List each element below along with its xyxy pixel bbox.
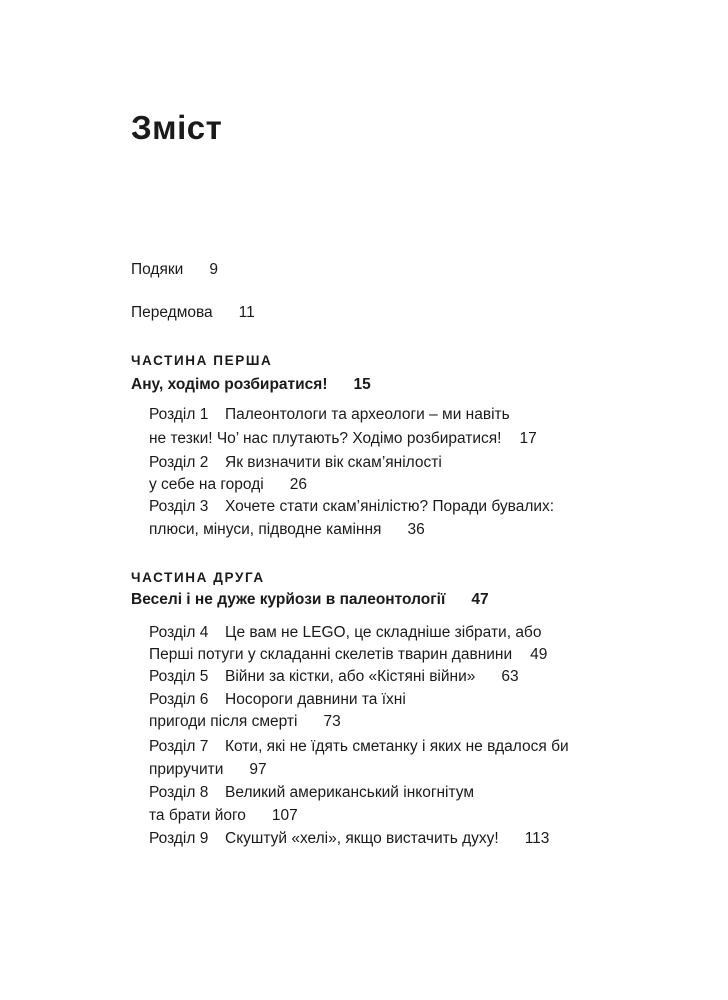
chapter-entry-continuation — [149, 519, 425, 541]
chapter-entry-continuation — [149, 644, 547, 666]
chapter-entry — [149, 736, 569, 758]
page-title: Зміст — [131, 109, 223, 146]
chapter-title-line: Як визначити вік скам’янілості — [225, 454, 442, 471]
chapter-entry — [149, 828, 549, 850]
chapter-page: 17 — [519, 430, 537, 447]
chapter-page: 63 — [501, 668, 519, 685]
chapter-entry-continuation — [149, 711, 341, 733]
chapter-label: Розділ 9 — [149, 830, 209, 847]
chapter-title-line: Великий американський інкогнітум — [225, 784, 474, 801]
chapter-entry-continuation — [149, 428, 537, 450]
chapter-title-line: Коти, які не їдять сметанку і яких не вдалося би — [225, 738, 569, 755]
chapter-label: Розділ 7 — [149, 738, 209, 755]
chapter-entry-continuation — [149, 759, 267, 781]
toc-entry-acknowledgements — [131, 259, 218, 281]
chapter-label: Розділ 2 — [149, 454, 209, 471]
chapter-title-line: у себе на городі — [149, 476, 264, 493]
chapter-title-line: Носороги давнини та їхні — [225, 691, 406, 708]
chapter-title-line: та брати його — [149, 807, 246, 824]
chapter-title-line: Палеонтологи та археологи – ми навіть — [225, 406, 510, 423]
chapter-label: Розділ 6 — [149, 691, 209, 708]
chapter-entry-continuation — [149, 474, 307, 496]
part-title-text: Ану, ходімо розбиратися! — [131, 376, 328, 393]
chapter-title-line: Хочете стати скам’янілістю? Поради бувалих: — [225, 498, 555, 515]
chapter-title-line: Скуштуй «хелі», якщо вистачить духу! — [225, 830, 499, 847]
toc-entry-page: 11 — [238, 304, 255, 321]
part-title-page: 15 — [353, 376, 371, 393]
chapter-title-line: Війни за кістки, або «Кістяні війни» — [225, 668, 476, 685]
chapter-page: 26 — [289, 476, 307, 493]
chapter-entry — [149, 496, 554, 518]
chapter-label: Розділ 5 — [149, 668, 209, 685]
part-label: ЧАСТИНА ДРУГА — [131, 570, 265, 585]
part-label: ЧАСТИНА ПЕРША — [131, 353, 273, 368]
part-title-page: 47 — [471, 591, 489, 608]
toc-entry-label: Передмова — [131, 304, 213, 321]
chapter-entry — [149, 689, 406, 711]
chapter-entry — [149, 666, 519, 688]
part-title-text: Веселі і не дуже курйози в палеонтології — [131, 591, 446, 608]
chapter-entry-continuation — [149, 805, 298, 827]
chapter-title-line: пригоди після смерті — [149, 713, 298, 730]
chapter-page: 73 — [323, 713, 341, 730]
chapter-title-line: Це вам не LEGO, це складніше зібрати, або — [225, 624, 542, 641]
chapter-title-line: Перші потуги у складанні скелетів тварин давнини — [149, 646, 513, 663]
chapter-page: 49 — [530, 646, 548, 663]
chapter-page: 113 — [524, 830, 550, 847]
chapter-entry — [149, 622, 541, 644]
chapter-title-line: приручити — [149, 761, 224, 778]
part-title — [131, 589, 489, 611]
chapter-label: Розділ 3 — [149, 498, 209, 515]
chapter-entry — [149, 452, 442, 474]
chapter-title-line: плюси, мінуси, підводне каміння — [149, 521, 382, 538]
chapter-entry — [149, 404, 510, 426]
chapter-page: 107 — [271, 807, 298, 824]
chapter-label: Розділ 1 — [149, 406, 209, 423]
toc-entry-page: 9 — [209, 261, 218, 278]
toc-entry-preface — [131, 302, 255, 324]
chapter-title-line: не тезки! Чо’ нас плутають? Ходімо розбиратися! — [149, 430, 502, 447]
chapter-page: 36 — [407, 521, 425, 538]
chapter-entry — [149, 782, 474, 804]
chapter-label: Розділ 4 — [149, 624, 209, 641]
chapter-label: Розділ 8 — [149, 784, 209, 801]
chapter-page: 97 — [249, 761, 267, 778]
toc-entry-label: Подяки — [131, 261, 184, 278]
part-title — [131, 374, 371, 396]
